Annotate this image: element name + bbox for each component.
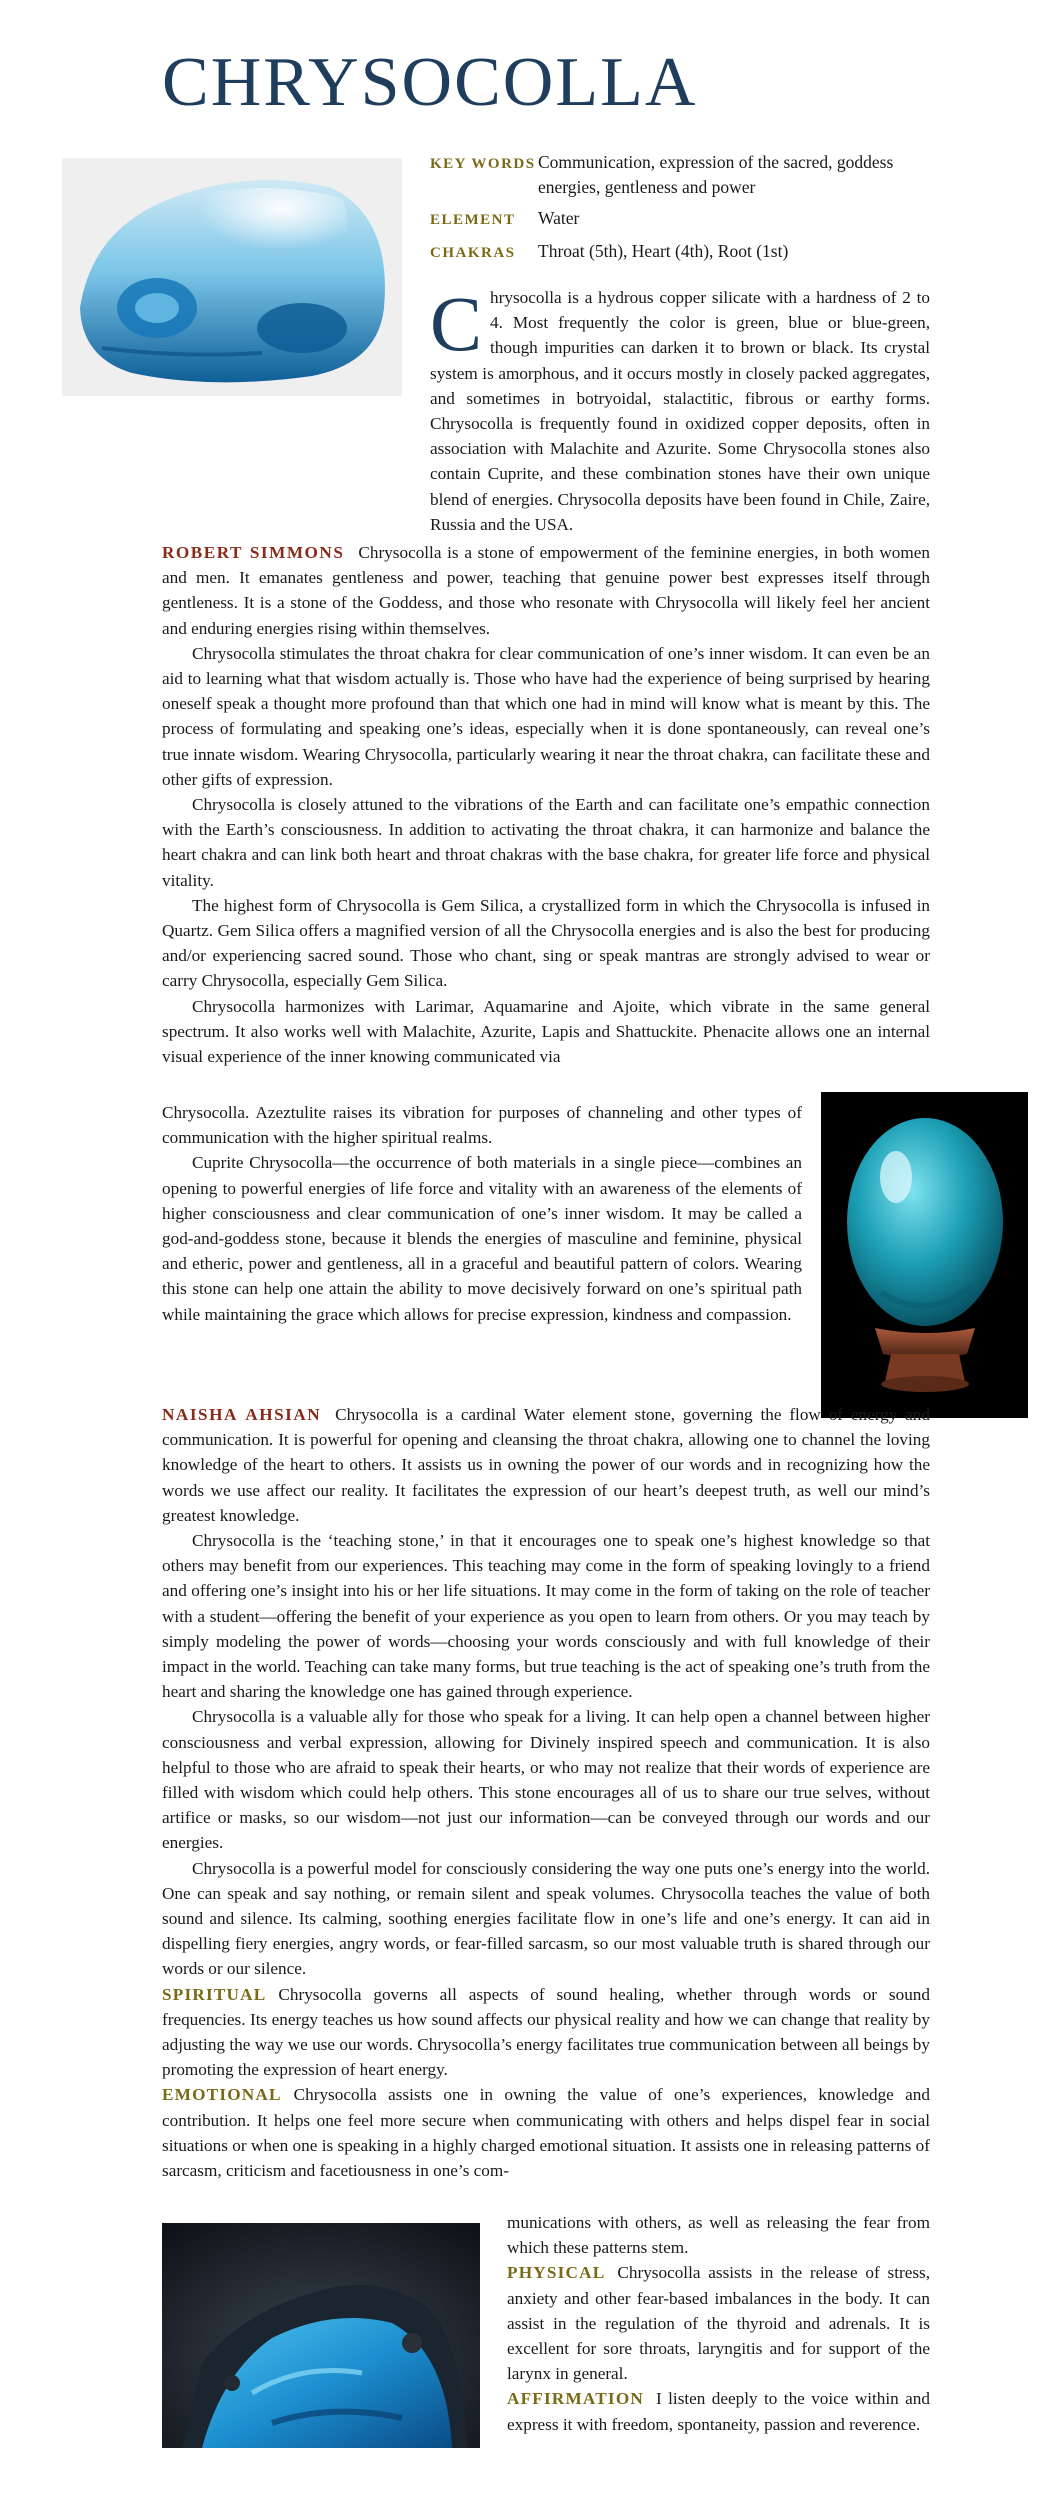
chakras-label: CHAKRAS <box>430 245 516 261</box>
ahsian-p1 <box>162 1402 930 1528</box>
keywords-label: KEY WORDS <box>430 156 536 172</box>
simmons-p4: The highest form of Chrysocolla is Gem Silica, a crystallized form in which the Chrysocolla is infused in Quartz. Gem Silica offers a magnified version of all the Chrysocolla energies and is also the best for producing and/or experiencing sacred sound. Those who chant, sing or speak mantras are strongly advised to wear or carry Chrysocolla, especially Gem Silica. <box>162 895 930 991</box>
element-row <box>430 206 930 233</box>
intro-paragraph-top <box>430 280 930 537</box>
emotional-text: Chrysocolla assists one in owning the value of one’s experiences, knowledge and contribution. It helps one feel more secure when communicating with others and helps dispel fear in social situations or when one is speaking in a highly charged emotional situation. It assists one in releasing patterns of sarcasm, criticism and facetiousness in one’s com- <box>162 2085 930 2181</box>
chakras-value: Throat (5th), Heart (4th), Root (1st) <box>538 241 789 261</box>
bottom-right-column <box>507 2210 930 2437</box>
chrysocolla-egg-photo <box>821 1092 1028 1418</box>
physical-label: PHYSICAL <box>507 2263 606 2283</box>
emotional-label: EMOTIONAL <box>162 2085 282 2105</box>
simmons-p3: Chrysocolla is closely attuned to the vibrations of the Earth and can facilitate one’s empathic connection with the Earth’s consciousness. In addition to activating the throat chakra, it can harmonize and balance the heart chakra and can link both heart and throat chakras with the base chakra, for greater life force and physical vitality. <box>162 795 930 890</box>
physical-text: Chrysocolla assists in the release of stress, anxiety and other fear-based imbalances in the body. It can assist in the regulation of the thyroid and adrenals. It is excellent for sore throats, laryngitis and for support of the larynx in general. <box>507 2263 930 2384</box>
intro-paragraph <box>430 280 930 537</box>
spiritual-paragraph <box>162 1982 930 2083</box>
keywords-value: Communication, expression of the sacred, goddess energies, gentleness and power <box>538 152 894 197</box>
dropcap: C <box>430 280 483 367</box>
ahsian-p4: Chrysocolla is a powerful model for consciously considering the way one puts one’s energy into the world. One can speak and say nothing, or remain silent and speak volumes. Chrysocolla teaches the value of both sound and silence. Its calming, soothing energies facilitate flow in one’s life and one’s energy. It can aid in dispelling fiery energies, angry words, or fear-filled sarcasm, so our most valuable truth is shared through our words or our silence. <box>162 1858 930 1979</box>
physical-paragraph <box>507 2260 930 2386</box>
simmons-p5b: Chrysocolla. Azeztulite raises its vibration for purposes of channeling and other types of communication with the higher spiritual realms. <box>162 1103 802 1148</box>
simmons-author: ROBERT SIMMONS <box>162 543 345 562</box>
emotional-paragraph <box>162 2082 930 2183</box>
chakras-row <box>430 239 930 266</box>
simmons-p1-text: Chrysocolla is a stone of empowerment of the feminine energies, in both women and men. It emanates gentleness and power, teaching that genuine power best expresses itself through gentleness. It is a stone of the Goddess, and those who resonate with Chrysocolla will likely feel her ancient and enduring energies rising within themselves. <box>162 543 930 638</box>
page-title: CHRYSOCOLLA <box>162 44 698 121</box>
simmons-p6: Cuprite Chrysocolla—the occurrence of both materials in a single piece—combines an opening to powerful energies of life force and vitality with an awareness of the elements of higher consciousness and clear communication of one’s inner wisdom. It may be called a god-and-goddess stone, because it blends the energies of masculine and feminine, physical and etheric, power and gentleness, all in a graceful and beautiful pattern of colors. Wearing this stone can help one attain the ability to move decisively forward on one’s spiritual path while maintaining the grace which allows for precise expression, kindness and compassion. <box>162 1153 802 1324</box>
key-facts <box>430 150 930 266</box>
simmons-section-narrow <box>162 1100 802 1327</box>
emotional-continuation: munications with others, as well as releasing the fear from which these patterns stem. <box>507 2213 930 2258</box>
keywords-row <box>430 150 930 200</box>
simmons-p5a: Chrysocolla harmonizes with Larimar, Aquamarine and Ajoite, which vibrate in the same general spectrum. It also works well with Malachite, Azurite, Lapis and Shattuckite. Phenacite allows one an internal visual experience of the inner knowing communicated via <box>162 996 930 1067</box>
chrysocolla-rough-photo <box>162 2223 480 2448</box>
simmons-section <box>162 540 930 1069</box>
affirmation-paragraph <box>507 2386 930 2436</box>
simmons-p1 <box>162 540 930 641</box>
ahsian-author: NAISHA AHSIAN <box>162 1405 322 1424</box>
element-value: Water <box>538 208 580 228</box>
simmons-p2: Chrysocolla stimulates the throat chakra for clear communication of one’s inner wisdom. It can even be an aid to learning what that wisdom actually is. Those who have had the experience of being surprised by hearing oneself speak a thought more profound than that which one had in mind will know what is meant by this. The process of formulating and speaking one’s ideas, especially when it is done spontaneously, can reveal one’s true innate wisdom. Wearing Chrysocolla, particularly wearing it near the throat chakra, can facilitate these and other gifts of expression. <box>162 643 930 789</box>
affirmation-label: AFFIRMATION <box>507 2389 645 2409</box>
spiritual-label: SPIRITUAL <box>162 1984 267 2004</box>
spiritual-text: Chrysocolla governs all aspects of sound healing, whether through words or sound frequencies. Its energy teaches us how sound affects our physical reality and how we can change that reality by adjusting the way we use our words. Chrysocolla’s energy facilitates true communication between all beings by promoting the expression of heart energy. <box>162 1984 930 2080</box>
chrysocolla-freeform-photo <box>62 158 402 396</box>
affirmation-text: I listen deeply to the voice within and express it with freedom, spontaneity, passion and reverence. <box>507 2389 930 2434</box>
ahsian-p1-text: Chrysocolla is a cardinal Water element stone, governing the flow of energy and communication. It is powerful for opening and cleansing the throat chakra, allowing one to channel the loving knowledge of the heart to others. It assists us in owning the power of our words and in recognizing how the words we use affect our reality. It facilitates the expression of our heart’s deepest truth, as well our mind’s greatest knowledge. <box>162 1405 930 1525</box>
ahsian-p3: Chrysocolla is a valuable ally for those who speak for a living. It can help open a channel between higher consciousness and verbal expression, allowing for Divinely inspired speech and communication. It is also helpful to those who are afraid to speak their hearts, or who may not realize that their words of experience are filled with wisdom which could help others. This stone encourages all of us to share our true selves, without artifice or masks, so our wisdom—not just our information—can be conveyed through our words and our energies. <box>162 1707 930 1853</box>
ahsian-section <box>162 1402 930 2183</box>
element-label: ELEMENT <box>430 212 516 228</box>
intro-text: hrysocolla is a hydrous copper silicate with a hardness of 2 to 4. Most frequently the color is green, blue or blue-green, though impurities can darken it to brown or black. Its crystal system is amorphous, and it occurs mostly in closely packed aggregates, and sometimes in botryoidal, stalactitic, fibrous or earthy forms. Chrysocolla is frequently found in oxidized copper deposits, often in association with Malachite and Azurite. Some Chrysocolla stones also contain Cuprite, and these combination stones have their own unique blend of energies. Chrysocolla deposits have been found in Chile, Zaire, Russia and the USA. <box>430 288 930 534</box>
ahsian-p2: Chrysocolla is the ‘teaching stone,’ in that it encourages one to speak one’s highest knowledge so that others may benefit from our experiences. This teaching may come in the form of speaking lovingly to a friend and offering one’s insight into his or her life situations. It may come in the form of taking on the role of teacher with a student—offering the benefit of your experience as you open to learn from others. Or you may teach by simply modeling the power of words—choosing your words consciously and with full knowledge of their impact in the world. Teaching can take many forms, but true teaching is the act of speaking one’s truth from the heart and sharing the knowledge one has gained through experience. <box>162 1531 930 1702</box>
